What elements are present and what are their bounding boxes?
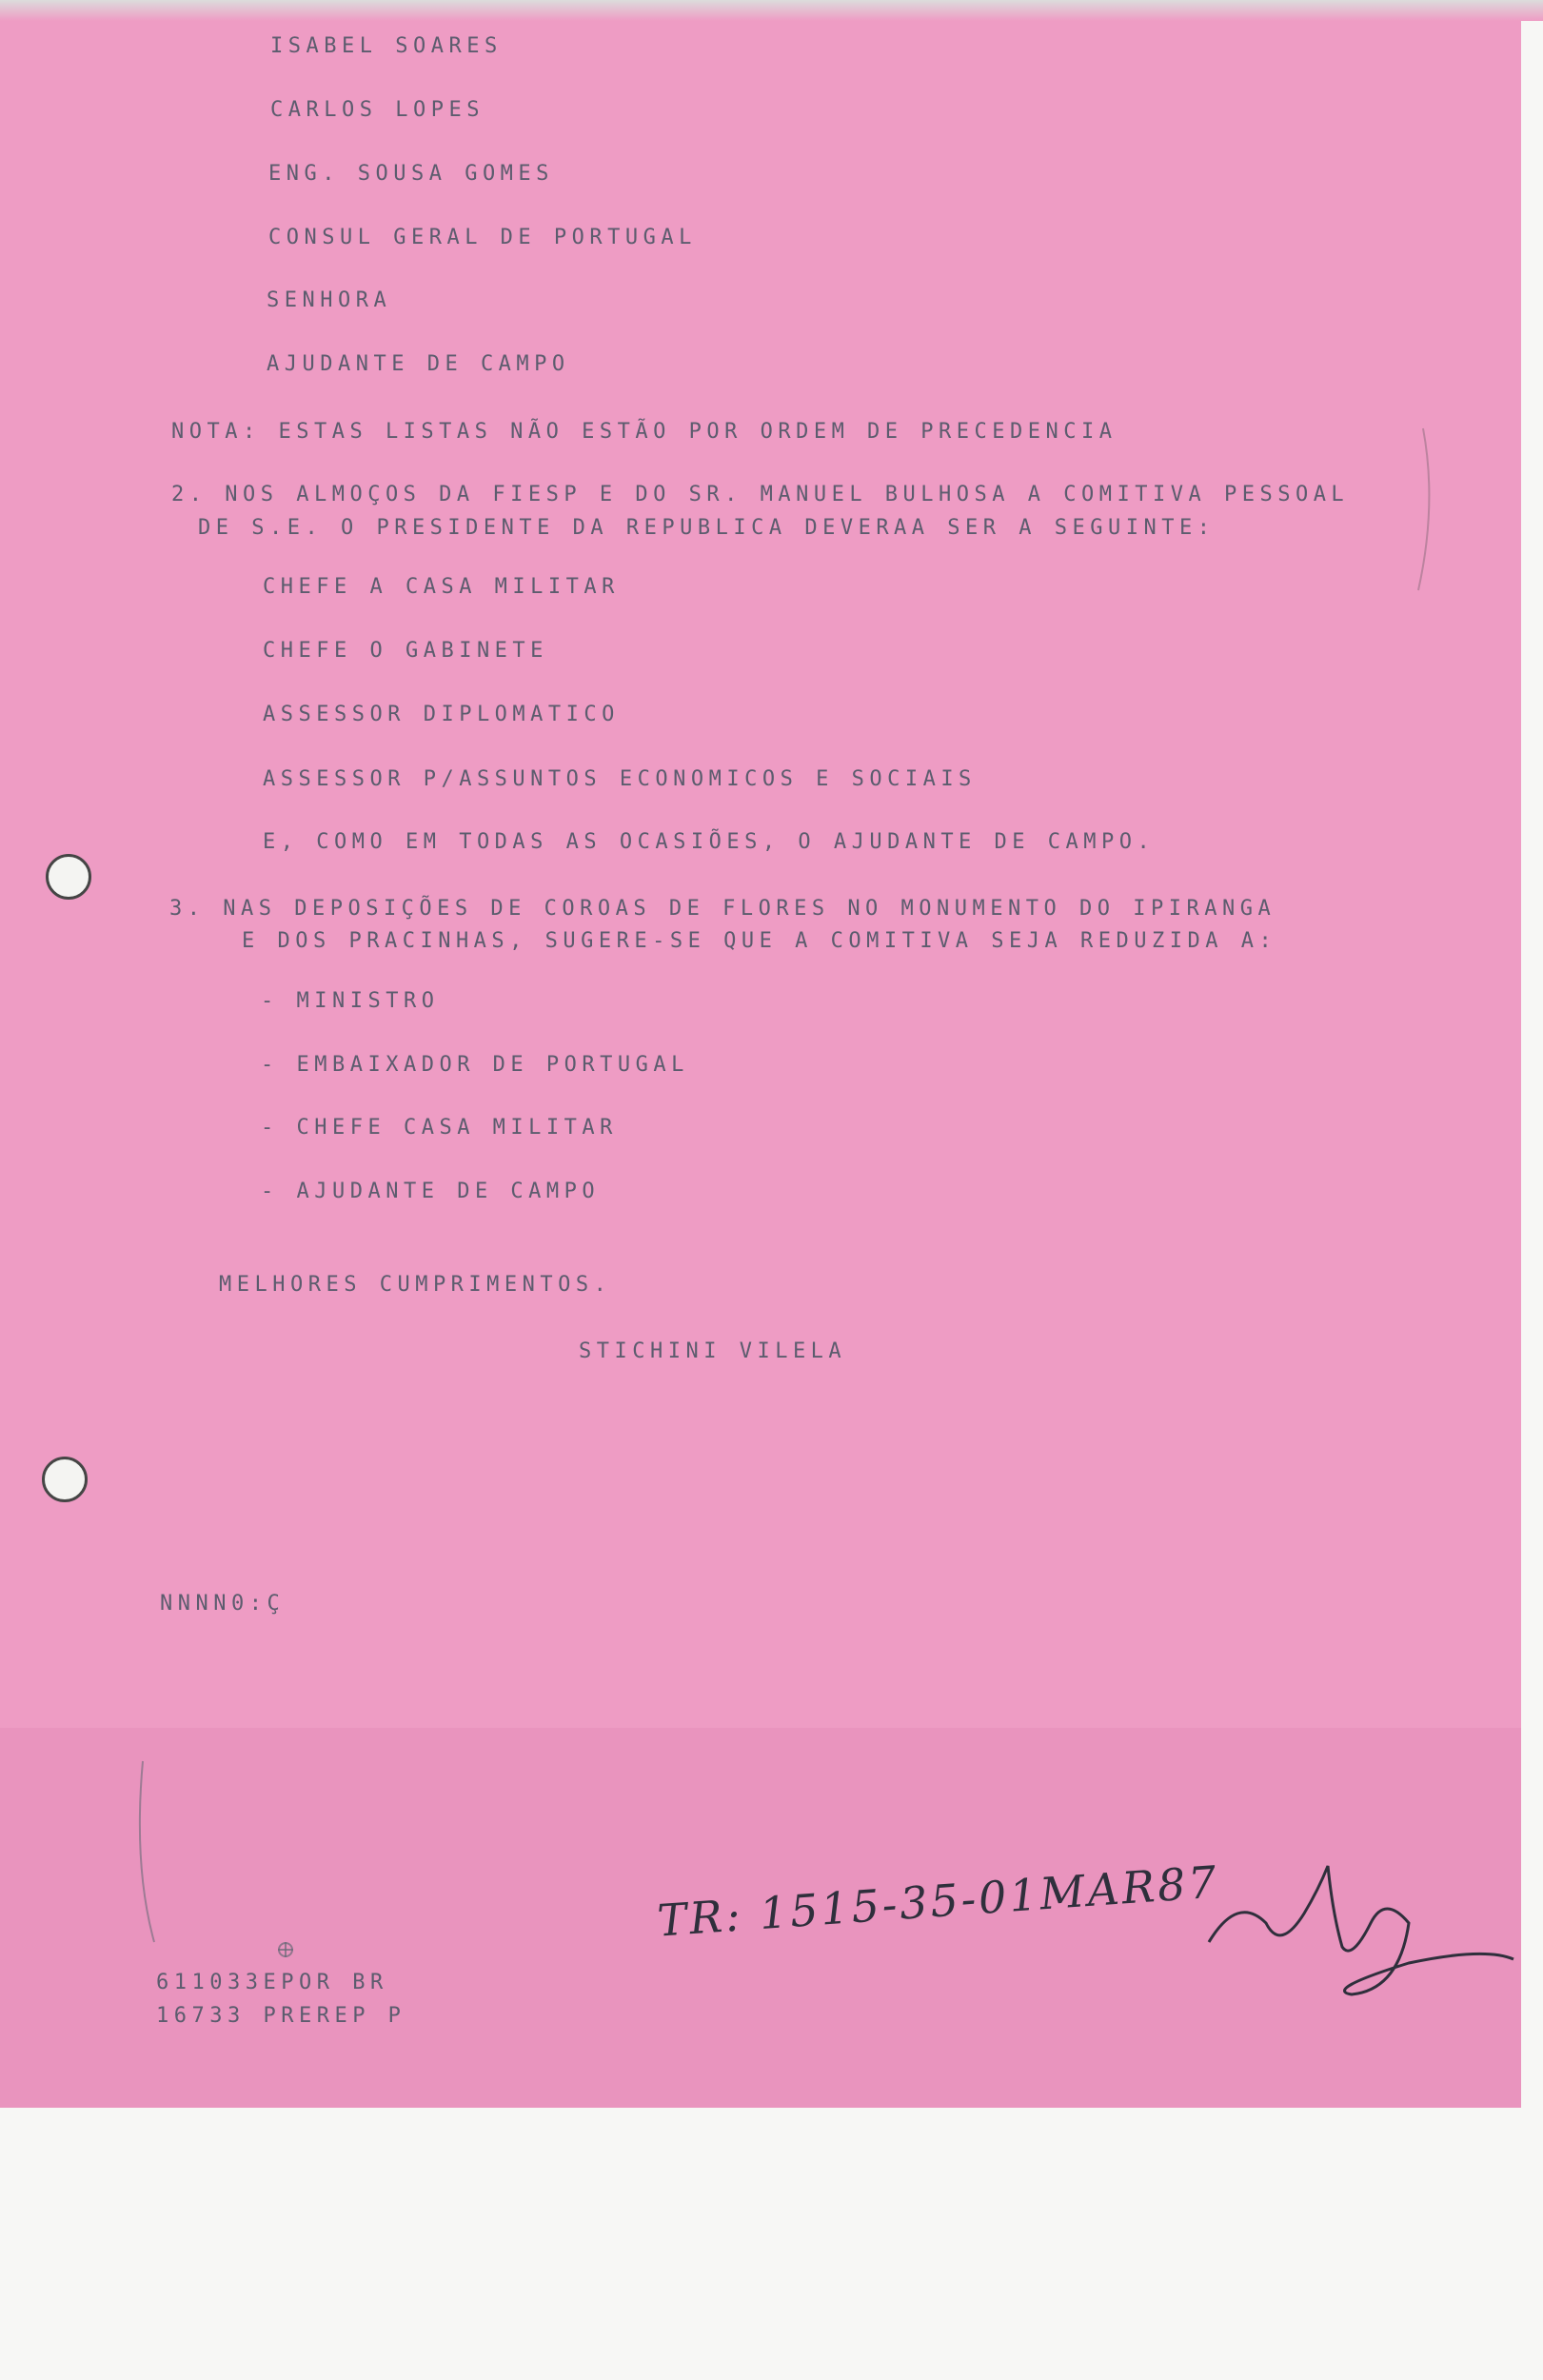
recipient-line: ISABEL SOARES (270, 34, 503, 58)
item2-list-entry: E, COMO EM TODAS AS OCASIÕES, O AJUDANTE DE CAMPO. (263, 830, 1156, 854)
pencil-margin-line (1418, 428, 1429, 590)
handwritten-transmission-note: TR: 1515-35-01MAR87 (655, 1855, 1221, 1947)
handwritten-signature-icon (1209, 1866, 1513, 1994)
closing-line: MELHORES CUMPRIMENTOS. (219, 1273, 612, 1297)
item2-list-entry: ASSESSOR DIPLOMATICO (263, 703, 620, 726)
item2-list-entry: ASSESSOR P/ASSUNTOS ECONOMICOS E SOCIAIS (263, 767, 977, 791)
item3-list-entry: - AJUDANTE DE CAMPO (261, 1180, 601, 1203)
item3-line1: 3. NAS DEPOSIÇÕES DE COROAS DE FLORES NO MONUMENTO DO IPIRANGA (169, 897, 1276, 921)
nota-line: NOTA: ESTAS LISTAS NÃO ESTÃO POR ORDEM DE PRECEDENCIA (171, 420, 1118, 444)
item2-line2: DE S.E. O PRESIDENTE DA REPUBLICA DEVERAA SER A SEGUINTE: (198, 516, 1216, 540)
item2-line1: 2. NOS ALMOÇOS DA FIESP E DO SR. MANUEL BULHOSA A COMITIVA PESSOAL (171, 483, 1350, 506)
pencil-margin-line (140, 1761, 154, 1942)
signature-line: STICHINI VILELA (579, 1339, 847, 1363)
footer-line: 611033EPOR BR (156, 1971, 388, 1994)
recipient-line: ENG. SOUSA GOMES (268, 162, 554, 186)
item3-list-entry: - EMBAIXADOR DE PORTUGAL (261, 1053, 689, 1077)
item3-line2: E DOS PRACINHAS, SUGERE-SE QUE A COMITIVA SEJA REDUZIDA A: (242, 929, 1277, 953)
recipient-line: CONSUL GERAL DE PORTUGAL (268, 226, 697, 249)
recipient-line: SENHORA (267, 288, 392, 312)
footer-line: 16733 PREREP P (156, 2004, 406, 2028)
item3-list-entry: - CHEFE CASA MILITAR (261, 1116, 618, 1140)
item2-list-entry: CHEFE O GABINETE (263, 639, 548, 663)
end-of-message-code: NNNN0:Ç (160, 1592, 286, 1616)
recipient-line: CARLOS LOPES (270, 98, 485, 122)
recipient-line: AJUDANTE DE CAMPO (267, 352, 570, 376)
item3-list-entry: - MINISTRO (261, 989, 440, 1013)
item2-list-entry: CHEFE A CASA MILITAR (263, 575, 620, 599)
